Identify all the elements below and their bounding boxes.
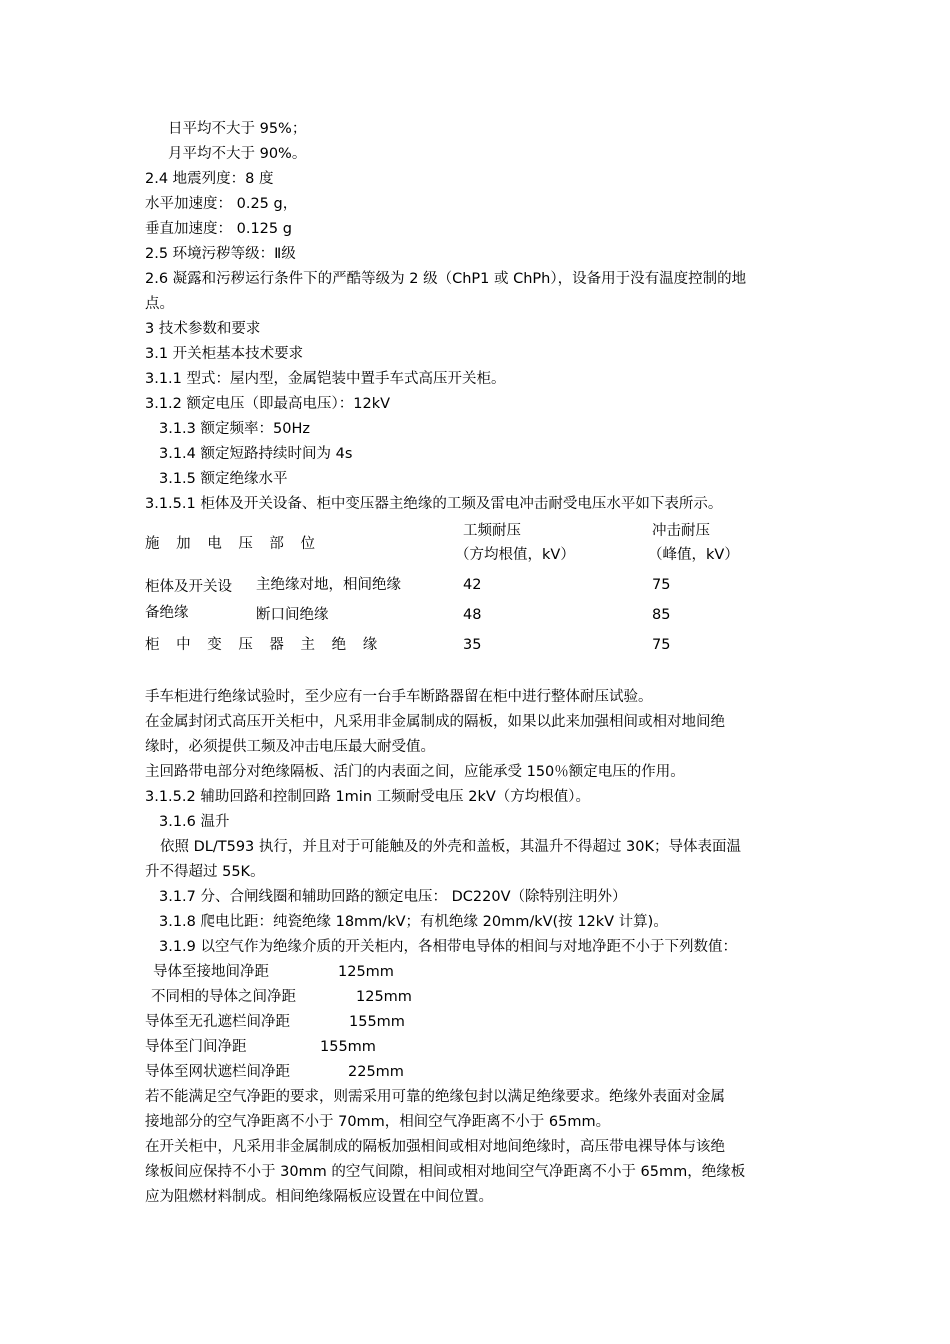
table-cell-impulse: 75 [652,577,671,593]
paragraph-barrier-end: 应为阻燃材料制成。相间绝缘隔板应设置在中间位置。 [145,1189,493,1205]
temperature-rise-text-cont: 升不得超过 55K。 [145,864,265,880]
table-cell-part: 柜 中 变 压 器 主 绝 缘 [145,637,384,653]
table-cell-part: 断口间绝缘 [256,607,329,623]
table-cell-impulse: 75 [652,637,671,653]
paragraph-air-clearance-cont: 接地部分的空气净距离不小于 70mm，相间空气净距离不小于 65mm。 [145,1114,611,1130]
clearance-value: 125mm [338,964,394,980]
temperature-rise-text: 依照 DL/T593 执行，并且对于可能触及的外壳和盖板，其温升不得超过 30K；导体表面温 [160,839,741,855]
table-cell-power-frequency: 48 [463,607,482,623]
section-2-6: 2.6 凝露和污秽运行条件下的严酷等级为 2 级（ChP1 或 ChPh），设备用于没有温度控制的地 [145,271,747,287]
section-3-1-1: 3.1.1 型式：屋内型，金属铠装中置手车式高压开关柜。 [145,371,506,387]
paragraph-barrier-cont: 缘板间应保持不小于 30mm 的空气间隙，相间或相对地间空气净距离不小于 65mm，绝缘板 [145,1164,746,1180]
section-3-1-9: 3.1.9 以空气作为绝缘介质的开关柜内，各相带电导体的相间与对地净距不小于下列数值： [159,939,737,955]
table-group-label-cont: 备绝缘 [145,605,189,621]
clearance-label: 导体至门间净距 [145,1039,247,1055]
paragraph-air-clearance: 若不能满足空气净距的要求，则需采用可靠的绝缘包封以满足绝缘要求。绝缘外表面对金属 [145,1089,725,1105]
table-header-impulse: 冲击耐压 [652,523,710,539]
table-header-impulse-unit: （峰值，kV） [648,547,739,563]
section-3-1-5-1: 3.1.5.1 柜体及开关设备、柜中变压器主绝缘的工频及雷电冲击耐受电压水平如下表所示。 [145,496,723,512]
section-3-1-heading: 3.1 开关柜基本技术要求 [145,346,304,362]
section-3-1-4: 3.1.4 额定短路持续时间为 4s [159,446,353,462]
section-3-1-7: 3.1.7 分、合闸线圈和辅助回路的额定电压： DC220V（除特别注明外） [159,889,627,905]
section-3-heading: 3 技术参数和要求 [145,321,261,337]
section-2-5: 2.5 环境污秽等级：Ⅱ级 [145,246,296,262]
table-cell-power-frequency: 35 [463,637,482,653]
section-3-1-6: 3.1.6 温升 [159,814,230,830]
table-cell-impulse: 85 [652,607,671,623]
clearance-value: 155mm [349,1014,405,1030]
clearance-label: 不同相的导体之间净距 [151,989,296,1005]
humidity-daily: 日平均不大于 95%； [168,121,307,137]
clearance-value: 225mm [348,1064,404,1080]
clearance-label: 导体至无孔遮栏间净距 [145,1014,290,1030]
section-3-1-2: 3.1.2 额定电压（即最高电压）：12kV [145,396,391,412]
horizontal-acceleration: 水平加速度： 0.25 g， [145,196,298,212]
section-3-1-3: 3.1.3 额定频率：50Hz [159,421,310,437]
table-header-part: 施 加 电 压 部 位 [145,536,322,552]
section-3-1-8: 3.1.8 爬电比距：纯瓷绝缘 18mm/kV；有机绝缘 20mm/kV(按 12kV 计算)。 [159,914,668,930]
clearance-value: 125mm [356,989,412,1005]
table-header-power-frequency-unit: （方均根值，kV） [455,547,575,563]
clearance-value: 155mm [320,1039,376,1055]
clearance-label: 导体至网状遮栏间净距 [145,1064,290,1080]
paragraph-metal-enclosed-cont: 缘时，必须提供工频及冲击电压最大耐受值。 [145,739,435,755]
section-3-1-5-2: 3.1.5.2 辅助回路和控制回路 1min 工频耐受电压 2kV（方均根值）。 [145,789,591,805]
table-cell-power-frequency: 42 [463,577,482,593]
clearance-label: 导体至接地间净距 [153,964,269,980]
humidity-monthly: 月平均不大于 90%。 [168,146,307,162]
section-2-6-cont: 点。 [145,296,174,312]
paragraph-main-circuit: 主回路带电部分对绝缘隔板、活门的内表面之间，应能承受 150％额定电压的作用。 [145,764,685,780]
section-3-1-5: 3.1.5 额定绝缘水平 [159,471,288,487]
vertical-acceleration: 垂直加速度： 0.125 g [145,221,292,237]
paragraph-handcart-test: 手车柜进行绝缘试验时，至少应有一台手车断路器留在柜中进行整体耐压试验。 [145,689,653,705]
section-2-4: 2.4 地震列度：8 度 [145,171,274,187]
paragraph-metal-enclosed: 在金属封闭式高压开关柜中，凡采用非金属制成的隔板，如果以此来加强相间或相对地间绝 [145,714,725,730]
table-cell-part: 主绝缘对地，相间绝缘 [256,577,401,593]
paragraph-barrier: 在开关柜中，凡采用非金属制成的隔板加强相间或相对地间绝缘时，高压带电裸导体与该绝 [145,1139,725,1155]
table-header-power-frequency: 工频耐压 [463,523,521,539]
table-group-label: 柜体及开关设 [145,579,232,595]
